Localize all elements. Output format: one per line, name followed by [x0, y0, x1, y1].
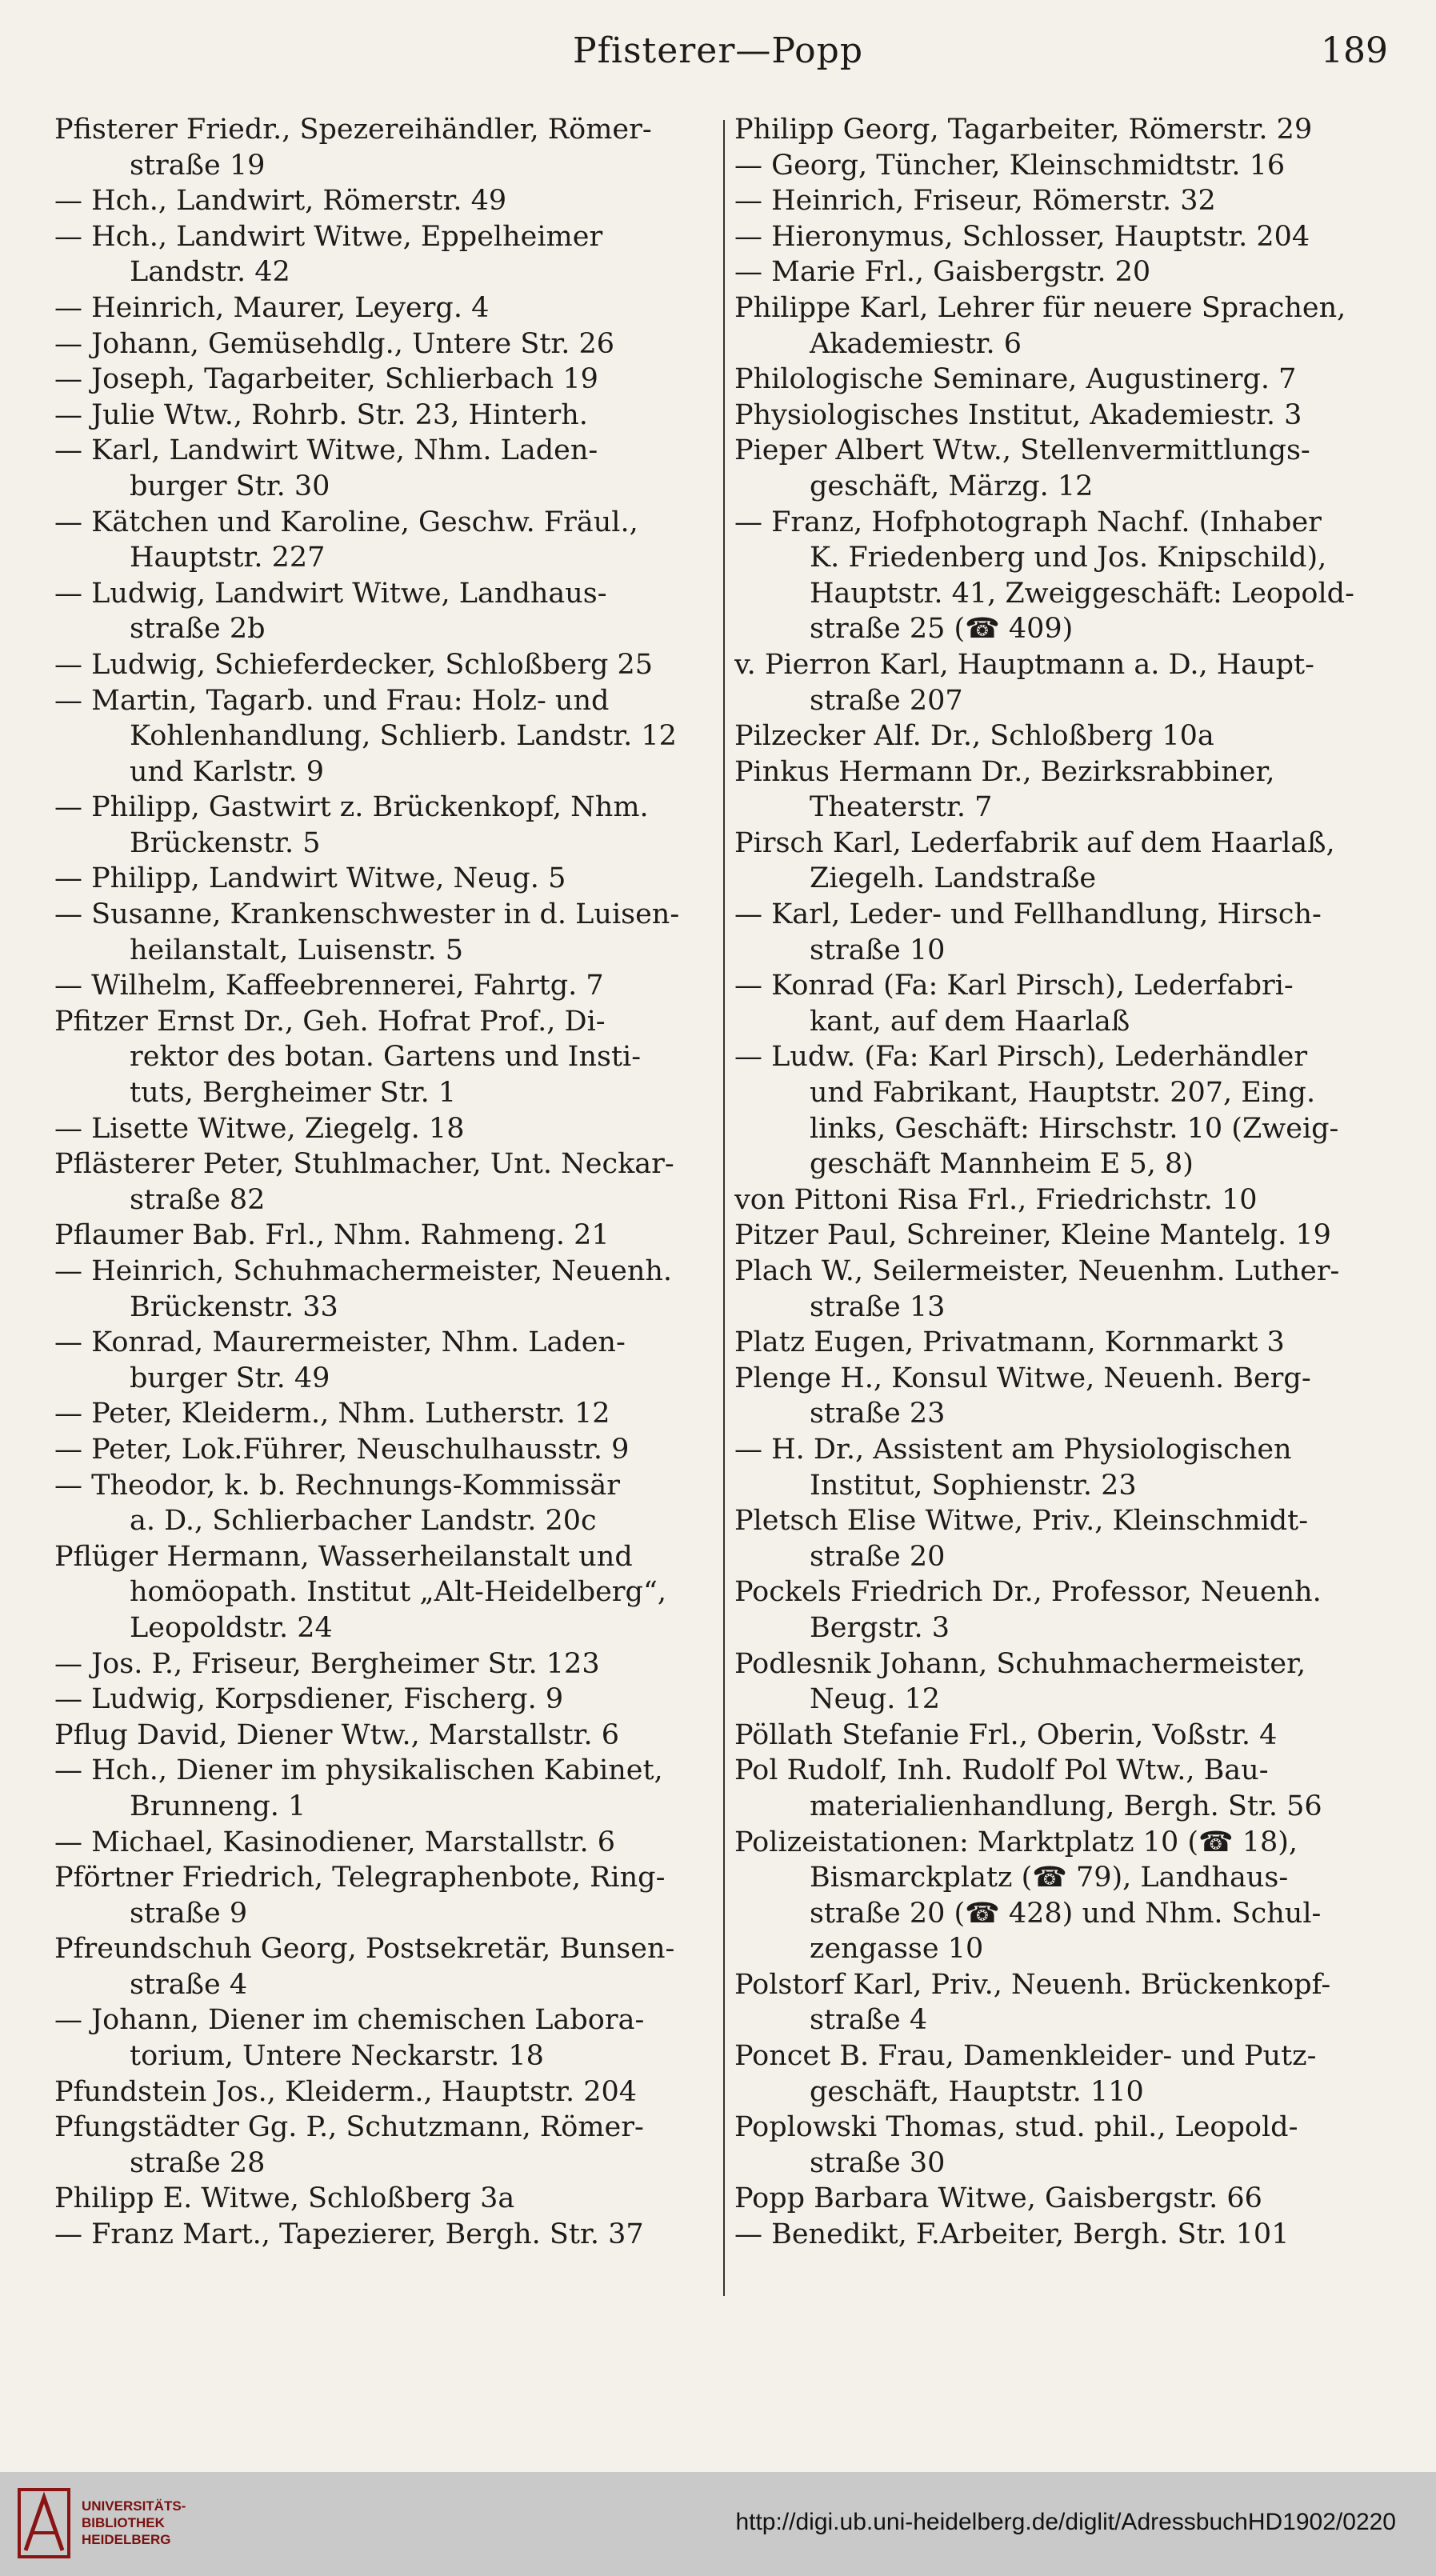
- entry-line: — Konrad (Fa: Karl Pirsch), Lederfabri-: [734, 970, 1294, 1002]
- entry-line: geschäft, Hauptstr. 110: [810, 2075, 1144, 2108]
- directory-entry: [54, 1325, 702, 1396]
- entry-line: — Martin, Tagarb. und Frau: Holz- und: [54, 684, 610, 717]
- entry-line: — Ludwig, Korpsdiener, Fischerg. 9: [54, 1683, 564, 1716]
- directory-entry: [734, 1503, 1382, 1574]
- entry-line: Kohlenhandlung, Schlierb. Landstr. 12: [130, 720, 677, 753]
- entry-line: straße 82: [130, 1183, 266, 1216]
- directory-entry: [54, 2074, 702, 2110]
- logo-line: HEIDELBERG: [82, 2532, 171, 2547]
- entry-line: und Karlstr. 9: [130, 755, 324, 788]
- directory-entry: [734, 219, 1382, 255]
- entry-line: — Ludwig, Landwirt Witwe, Landhaus-: [54, 577, 607, 610]
- directory-entry: [54, 1646, 702, 1682]
- entry-line: straße 9: [130, 1897, 248, 1930]
- entry-line: Popp Barbara Witwe, Gaisbergstr. 66: [734, 2182, 1262, 2215]
- entry-line: Pförtner Friedrich, Telegraphenbote, Ring-: [54, 1862, 666, 1894]
- entry-line: straße 4: [810, 2004, 928, 2037]
- entry-line: Pfitzer Ernst Dr., Geh. Hofrat Prof., Di-: [54, 1005, 606, 1038]
- directory-entry: [734, 1039, 1382, 1182]
- entry-line: Pflaumer Bab. Frl., Nhm. Rahmeng. 21: [54, 1219, 610, 1252]
- entry-line: straße 30: [810, 2146, 946, 2179]
- directory-entry: [54, 505, 702, 576]
- directory-entry: [54, 219, 702, 290]
- directory-entry: [54, 790, 702, 861]
- left-column: [54, 112, 702, 2253]
- entry-line: — Hch., Diener im physikalischen Kabinet,: [54, 1754, 663, 1787]
- directory-entry: [734, 1254, 1382, 1325]
- directory-entry: [734, 718, 1382, 754]
- entry-line: zengasse 10: [810, 1933, 984, 1966]
- entry-line: — Peter, Lok.Führer, Neuschulhausstr. 9: [54, 1433, 630, 1466]
- right-column: [734, 112, 1382, 2253]
- directory-entry: [734, 1325, 1382, 1361]
- entry-line: straße 4: [130, 1968, 248, 2001]
- entry-line: straße 23: [810, 1398, 946, 1430]
- entry-line: Platz Eugen, Privatmann, Kornmarkt 3: [734, 1326, 1285, 1359]
- entry-line: Plenge H., Konsul Witwe, Neuenh. Berg-: [734, 1362, 1311, 1394]
- entry-line: straße 20: [810, 1540, 946, 1573]
- entry-line: — Franz Mart., Tapezierer, Bergh. Str. 37: [54, 2218, 644, 2251]
- entry-line: Brunneng. 1: [130, 1790, 306, 1822]
- directory-entry: [54, 1825, 702, 1861]
- entry-line: — Heinrich, Friseur, Römerstr. 32: [734, 185, 1216, 218]
- entry-line: geschäft Mannheim E 5, 8): [810, 1148, 1194, 1181]
- entry-line: — Theodor, k. b. Rechnungs-Kommissär: [54, 1469, 620, 1502]
- directory-entry: [54, 398, 702, 434]
- directory-entry: [734, 362, 1382, 398]
- directory-entry: [734, 398, 1382, 434]
- source-url-link[interactable]: http://digi.ub.uni-heidelberg.de/diglit/AdressbuchHD1902/0220: [735, 2509, 1396, 2535]
- directory-entry: [734, 1825, 1382, 1967]
- directory-entry: [54, 1539, 702, 1646]
- entry-line: und Fabrikant, Hauptstr. 207, Eing.: [810, 1077, 1316, 1110]
- entry-line: Theaterstr. 7: [810, 791, 993, 824]
- entry-line: — Susanne, Krankenschwester in d. Luisen-: [54, 898, 680, 931]
- directory-entry: [734, 505, 1382, 647]
- entry-line: — Johann, Gemüsehdlg., Untere Str. 26: [54, 327, 615, 360]
- directory-entry: [54, 1468, 702, 1539]
- directory-entry: [54, 2181, 702, 2217]
- entry-line: — Ludwig, Schieferdecker, Schloßberg 25: [54, 648, 654, 681]
- entry-line: Brückenstr. 5: [130, 826, 321, 859]
- entry-line: — Heinrich, Schuhmachermeister, Neuenh.: [54, 1255, 673, 1287]
- directory-entry: [734, 1574, 1382, 1646]
- directory-entry: [54, 112, 702, 183]
- entry-line: — Jos. P., Friseur, Bergheimer Str. 123: [54, 1647, 600, 1680]
- directory-entry: [54, 1396, 702, 1432]
- entry-line: — Benedikt, F.Arbeiter, Bergh. Str. 101: [734, 2218, 1290, 2251]
- directory-entry: [54, 1146, 702, 1218]
- entry-line: — H. Dr., Assistent am Physiologischen: [734, 1433, 1292, 1466]
- directory-entry: [54, 1218, 702, 1254]
- entry-line: — Karl, Leder- und Fellhandlung, Hirsch-: [734, 898, 1322, 931]
- directory-entry: [734, 1361, 1382, 1432]
- directory-entry: [734, 826, 1382, 897]
- directory-entry: [734, 1182, 1382, 1218]
- directory-entry: [734, 1432, 1382, 1503]
- directory-entry: [54, 433, 702, 504]
- entry-line: — Ludw. (Fa: Karl Pirsch), Lederhändler: [734, 1041, 1308, 1074]
- footer-bar: [0, 2472, 1436, 2576]
- entry-line: Poncet B. Frau, Damenkleider- und Putz-: [734, 2040, 1317, 2073]
- entry-line: Physiologisches Institut, Akademiestr. 3: [734, 398, 1302, 431]
- entry-line: Pletsch Elise Witwe, Priv., Kleinschmidt-: [734, 1505, 1309, 1538]
- directory-entry: [734, 968, 1382, 1039]
- column-divider: [723, 120, 725, 2296]
- entry-line: — Johann, Diener im chemischen Labora-: [54, 2004, 645, 2037]
- entry-line: v. Pierron Karl, Hauptmann a. D., Haupt-: [734, 648, 1314, 681]
- entry-line: Plach W., Seilermeister, Neuenhm. Luther-: [734, 1255, 1340, 1287]
- entry-line: torium, Untere Neckarstr. 18: [130, 2040, 544, 2073]
- directory-entry: [734, 2110, 1382, 2181]
- entry-line: — Julie Wtw., Rohrb. Str. 23, Hinterh.: [54, 398, 588, 431]
- entry-line: Pflästerer Peter, Stuhlmacher, Unt. Neckar-: [54, 1148, 674, 1181]
- directory-entry: [54, 290, 702, 326]
- directory-entry: [734, 2217, 1382, 2253]
- entry-line: Philologische Seminare, Augustinerg. 7: [734, 363, 1297, 396]
- directory-entry: [734, 433, 1382, 504]
- page-header: [0, 30, 1436, 86]
- directory-entry: [54, 1682, 702, 1718]
- directory-entry: [734, 647, 1382, 718]
- logo-line: BIBLIOTHEK: [82, 2515, 165, 2530]
- entry-line: Institut, Sophienstr. 23: [810, 1469, 1137, 1502]
- entry-line: Philipp E. Witwe, Schloßberg 3a: [54, 2182, 515, 2215]
- entry-line: homöopath. Institut „Alt-Heidelberg“,: [130, 1576, 666, 1609]
- directory-entry: [734, 754, 1382, 826]
- directory-entry: [734, 1753, 1382, 1824]
- directory-entry: [734, 897, 1382, 968]
- entry-line: rektor des botan. Gartens und Insti-: [130, 1041, 642, 1074]
- entry-line: — Konrad, Maurermeister, Nhm. Laden-: [54, 1326, 626, 1359]
- entry-line: straße 20 (☎ 428) und Nhm. Schul-: [810, 1897, 1322, 1930]
- directory-entry: [54, 861, 702, 897]
- entry-line: straße 19: [130, 149, 266, 182]
- entry-line: — Hch., Landwirt Witwe, Eppelheimer: [54, 220, 603, 253]
- entry-line: Pol Rudolf, Inh. Rudolf Pol Wtw., Bau-: [734, 1754, 1269, 1787]
- entry-line: — Franz, Hofphotograph Nachf. (Inhaber: [734, 506, 1322, 538]
- entry-line: burger Str. 30: [130, 470, 330, 502]
- entry-line: Pieper Albert Wtw., Stellenvermittlungs-: [734, 434, 1310, 467]
- entry-line: — Philipp, Gastwirt z. Brückenkopf, Nhm.: [54, 791, 649, 824]
- directory-entry: [54, 2217, 702, 2253]
- entry-line: — Philipp, Landwirt Witwe, Neug. 5: [54, 862, 566, 895]
- entry-line: Hauptstr. 227: [130, 542, 326, 574]
- entry-line: Pfundstein Jos., Kleiderm., Hauptstr. 204: [54, 2075, 638, 2108]
- directory-entry: [734, 112, 1382, 148]
- directory-entry: [734, 1718, 1382, 1754]
- entry-line: — Joseph, Tagarbeiter, Schlierbach 19: [54, 363, 598, 396]
- entry-line: materialienhandlung, Bergh. Str. 56: [810, 1790, 1322, 1822]
- entry-line: Neug. 12: [810, 1683, 941, 1716]
- directory-entry: [54, 647, 702, 683]
- entry-line: a. D., Schlierbacher Landstr. 20c: [130, 1505, 597, 1538]
- directory-entry: [734, 2181, 1382, 2217]
- entry-line: — Lisette Witwe, Ziegelg. 18: [54, 1112, 465, 1145]
- entry-line: von Pittoni Risa Frl., Friedrichstr. 10: [734, 1183, 1258, 1216]
- entry-line: Ziegelh. Landstraße: [810, 862, 1097, 895]
- directory-entry: [54, 1254, 702, 1325]
- entry-line: straße 2b: [130, 613, 266, 646]
- library-logo-icon: [18, 2488, 70, 2558]
- entry-line: — Hch., Landwirt, Römerstr. 49: [54, 185, 507, 218]
- entry-line: straße 10: [810, 934, 946, 966]
- entry-line: tuts, Bergheimer Str. 1: [130, 1077, 457, 1110]
- directory-entry: [54, 2002, 702, 2074]
- directory-entry: [734, 290, 1382, 362]
- entry-line: Akademiestr. 6: [810, 327, 1022, 360]
- directory-entry: [54, 1860, 702, 1931]
- directory-entry: [54, 1718, 702, 1754]
- entry-line: Pilzecker Alf. Dr., Schloßberg 10a: [734, 720, 1214, 753]
- entry-line: heilanstalt, Luisenstr. 5: [130, 934, 464, 966]
- entry-line: Pfungstädter Gg. P., Schutzmann, Römer-: [54, 2111, 644, 2144]
- entry-line: — Peter, Kleiderm., Nhm. Lutherstr. 12: [54, 1398, 610, 1430]
- entry-line: Bismarckplatz (☎ 79), Landhaus-: [810, 1862, 1289, 1894]
- entry-line: straße 25 (☎ 409): [810, 613, 1074, 646]
- entry-line: Bergstr. 3: [810, 1611, 950, 1644]
- directory-entry: [54, 183, 702, 219]
- directory-entry: [54, 1432, 702, 1468]
- directory-entry: [54, 326, 702, 362]
- entry-line: Pflüger Hermann, Wasserheilanstalt und: [54, 1540, 633, 1573]
- directory-entry: [54, 362, 702, 398]
- entry-line: Pflug David, Diener Wtw., Marstallstr. 6: [54, 1718, 619, 1751]
- entry-line: Pöllath Stefanie Frl., Oberin, Voßstr. 4: [734, 1718, 1278, 1751]
- entry-line: burger Str. 49: [130, 1362, 330, 1394]
- entry-line: — Marie Frl., Gaisbergstr. 20: [734, 256, 1151, 289]
- directory-entry: [734, 1967, 1382, 2038]
- entry-line: Polizeistationen: Marktplatz 10 (☎ 18),: [734, 1826, 1298, 1858]
- directory-entry: [54, 1111, 702, 1147]
- library-logo-text: [82, 2498, 186, 2548]
- directory-entry: [734, 1646, 1382, 1718]
- directory-entry: [54, 1753, 702, 1824]
- directory-entry: [54, 968, 702, 1004]
- entry-line: Pfreundschuh Georg, Postsekretär, Bunsen-: [54, 1933, 675, 1966]
- entry-line: Leopoldstr. 24: [130, 1611, 333, 1644]
- directory-entry: [54, 1004, 702, 1111]
- logo-line: UNIVERSITÄTS-: [82, 2498, 186, 2514]
- entry-line: — Hieronymus, Schlosser, Hauptstr. 204: [734, 220, 1310, 253]
- directory-entry: [734, 2038, 1382, 2110]
- entry-line: Hauptstr. 41, Zweiggeschäft: Leopold-: [810, 577, 1354, 610]
- entry-line: kant, auf dem Haarlaß: [810, 1005, 1130, 1038]
- entry-line: straße 28: [130, 2146, 266, 2179]
- entry-line: Poplowski Thomas, stud. phil., Leopold-: [734, 2111, 1298, 2144]
- entry-line: — Kätchen und Karoline, Geschw. Fräul.,: [54, 506, 638, 538]
- directory-entry: [54, 897, 702, 968]
- entry-line: — Karl, Landwirt Witwe, Nhm. Laden-: [54, 434, 598, 467]
- directory-entry: [734, 148, 1382, 184]
- directory-entry: [734, 1218, 1382, 1254]
- entry-line: — Michael, Kasinodiener, Marstallstr. 6: [54, 1826, 615, 1858]
- entry-line: Philippe Karl, Lehrer für neuere Sprachen,: [734, 291, 1346, 324]
- entry-line: — Wilhelm, Kaffeebrennerei, Fahrtg. 7: [54, 970, 604, 1002]
- entry-line: Pockels Friedrich Dr., Professor, Neuenh.: [734, 1576, 1322, 1609]
- entry-line: Pinkus Hermann Dr., Bezirksrabbiner,: [734, 755, 1275, 788]
- running-title: Pfisterer—Popp: [572, 30, 863, 71]
- directory-entry: [734, 254, 1382, 290]
- entry-line: straße 207: [810, 684, 963, 717]
- entry-line: links, Geschäft: Hirschstr. 10 (Zweig-: [810, 1112, 1339, 1145]
- entry-line: — Georg, Tüncher, Kleinschmidtstr. 16: [734, 149, 1286, 182]
- entry-line: Podlesnik Johann, Schuhmachermeister,: [734, 1647, 1306, 1680]
- entry-line: Pirsch Karl, Lederfabrik auf dem Haarlaß,: [734, 826, 1335, 859]
- directory-entry: [734, 183, 1382, 219]
- directory-entry: [54, 683, 702, 790]
- entry-line: — Heinrich, Maurer, Leyerg. 4: [54, 291, 490, 324]
- entry-line: K. Friedenberg und Jos. Knipschild),: [810, 542, 1327, 574]
- entry-line: Brückenstr. 33: [130, 1290, 338, 1323]
- entry-line: Pfisterer Friedr., Spezereihändler, Römer-: [54, 114, 652, 146]
- entry-line: straße 13: [810, 1290, 946, 1323]
- entry-line: Pitzer Paul, Schreiner, Kleine Mantelg. 19: [734, 1219, 1331, 1252]
- entry-line: Philipp Georg, Tagarbeiter, Römerstr. 29: [734, 114, 1313, 146]
- directory-entry: [54, 1931, 702, 2002]
- page-number: 189: [1321, 30, 1388, 71]
- entry-line: Landstr. 42: [130, 256, 290, 289]
- entry-line: Polstorf Karl, Priv., Neuenh. Brückenkopf-: [734, 1968, 1331, 2001]
- entry-line: geschäft, Märzg. 12: [810, 470, 1094, 502]
- directory-entry: [54, 576, 702, 647]
- directory-entry: [54, 2110, 702, 2181]
